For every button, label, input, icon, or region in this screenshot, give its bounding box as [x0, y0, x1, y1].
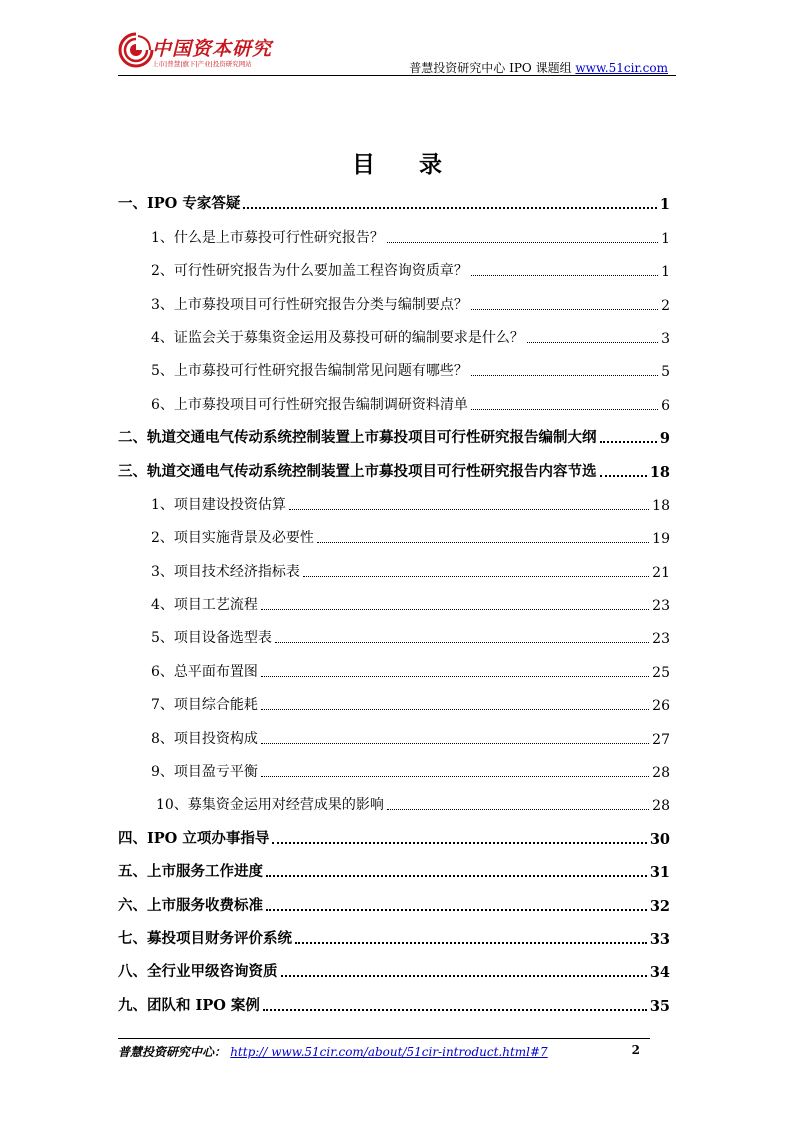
- toc-leader-dots: [471, 275, 658, 276]
- toc-entry-page: 3: [661, 330, 670, 347]
- toc-entry-label: 六、上市服务收费标准: [118, 896, 263, 914]
- toc-entry-label: 三、轨道交通电气传动系统控制装置上市募投项目可行性研究报告内容节选: [118, 462, 597, 480]
- toc-entry[interactable]: [118, 551, 670, 584]
- toc-entry-label: 10、募集资金运用对经营成果的影响: [156, 797, 384, 814]
- toc-entry-page: 5: [661, 364, 670, 381]
- toc-entry[interactable]: [118, 485, 670, 518]
- toc-leader-dots: [261, 743, 649, 744]
- toc-entry-label: 6、上市募投项目可行性研究报告编制调研资料清单: [151, 396, 468, 413]
- toc-entry[interactable]: [118, 985, 670, 1018]
- toc-entry-label: 九、团队和 IPO 案例: [118, 996, 260, 1014]
- toc-entry[interactable]: [118, 752, 670, 785]
- toc-entry-page: 9: [659, 430, 670, 448]
- page-footer: [118, 1043, 650, 1060]
- toc-leader-dots: [266, 909, 647, 911]
- toc-entry[interactable]: [118, 518, 670, 551]
- toc-entry-label: 8、项目投资构成: [151, 730, 258, 747]
- toc-entry-label: 5、项目设备选型表: [151, 630, 272, 647]
- toc-leader-dots: [303, 576, 649, 577]
- page-number: 2: [631, 1043, 640, 1057]
- toc-entry-page: 1: [661, 230, 670, 247]
- toc-entry-page: 18: [652, 497, 670, 514]
- toc-entry-label: 4、证监会关于募集资金运用及募投可研的编制要求是什么？: [151, 329, 524, 346]
- toc-leader-dots: [317, 542, 649, 543]
- toc-entry-label: 9、项目盈亏平衡: [151, 764, 258, 781]
- toc-entry[interactable]: [118, 852, 670, 885]
- toc-entry[interactable]: [118, 952, 670, 985]
- toc-entry-page: 25: [652, 664, 670, 681]
- toc-entry[interactable]: [118, 184, 670, 217]
- toc-entry-page: 1: [659, 196, 670, 214]
- toc-entry-label: 1、项目建设投资估算: [151, 496, 286, 513]
- toc-entry-label: 八、全行业甲级咨询资质: [118, 963, 278, 981]
- toc-leader-dots: [387, 809, 649, 810]
- toc-leader-dots: [261, 709, 649, 710]
- toc-entry[interactable]: [118, 284, 670, 317]
- toc-entry[interactable]: [118, 818, 670, 851]
- toc-entry-page: 1: [661, 264, 670, 281]
- toc-entry-label: 7、项目综合能耗: [151, 697, 258, 714]
- header-divider: [118, 75, 676, 76]
- toc-entry-label: 七、募投项目财务评价系统: [118, 929, 292, 947]
- toc-leader-dots: [261, 676, 649, 677]
- toc-leader-dots: [261, 609, 649, 610]
- toc-entry-page: 31: [649, 864, 670, 882]
- logo-title: 中国资本研究: [152, 38, 273, 60]
- toc-entry-label: 1、什么是上市募投可行性研究报告？: [151, 229, 384, 246]
- company-logo: [118, 32, 278, 72]
- toc-entry-label: 一、IPO 专家答疑: [118, 195, 241, 213]
- table-of-contents: [118, 184, 670, 1019]
- toc-entry-label: 五、上市服务工作进度: [118, 863, 263, 881]
- toc-entry-label: 2、可行性研究报告为什么要加盖工程咨询资质章？: [151, 263, 468, 280]
- header-center-info: [409, 59, 668, 76]
- toc-entry-label: 5、上市募投可行性研究报告编制常见问题有哪些？: [151, 363, 468, 380]
- toc-entry[interactable]: [118, 919, 670, 952]
- toc-entry-label: 2、项目实施背景及必要性: [151, 530, 314, 547]
- toc-entry-page: 26: [652, 698, 670, 715]
- toc-entry-page: 23: [652, 631, 670, 648]
- toc-leader-dots: [275, 642, 649, 643]
- footer-divider: [118, 1038, 650, 1039]
- logo-swirl-icon: [118, 32, 154, 68]
- toc-leader-dots: [471, 375, 658, 376]
- toc-entry[interactable]: [118, 585, 670, 618]
- toc-leader-dots: [471, 309, 658, 310]
- toc-entry-page: 18: [649, 463, 670, 481]
- header-center-name: 普慧投资研究中心 IPO 课题组: [409, 61, 572, 75]
- toc-entry[interactable]: [118, 251, 670, 284]
- toc-leader-dots: [263, 1009, 647, 1011]
- toc-leader-dots: [243, 207, 657, 209]
- toc-leader-dots: [289, 509, 649, 510]
- toc-entry[interactable]: [118, 885, 670, 918]
- toc-leader-dots: [527, 342, 658, 343]
- footer-label: 普慧投资研究中心：: [118, 1045, 227, 1059]
- toc-leader-dots: [272, 842, 646, 844]
- toc-entry-label: 4、项目工艺流程: [151, 597, 258, 614]
- toc-entry[interactable]: [118, 384, 670, 417]
- toc-entry[interactable]: [118, 618, 670, 651]
- toc-leader-dots: [471, 409, 658, 410]
- toc-entry-page: 23: [652, 598, 670, 615]
- toc-entry-page: 32: [649, 897, 670, 915]
- toc-entry[interactable]: [118, 685, 670, 718]
- toc-entry-label: 3、项目技术经济指标表: [151, 563, 300, 580]
- toc-entry-page: 28: [652, 798, 670, 815]
- toc-entry[interactable]: [118, 785, 670, 818]
- header-website-link[interactable]: www.51cir.com: [575, 61, 668, 75]
- toc-entry-page: 21: [652, 564, 670, 581]
- toc-entry-page: 35: [649, 997, 670, 1015]
- toc-entry-page: 28: [652, 765, 670, 782]
- page-title: 目 录: [351, 151, 460, 178]
- toc-entry-page: 33: [649, 930, 670, 948]
- toc-entry-label: 四、IPO 立项办事指导: [118, 829, 270, 847]
- logo-subtitle: 上市|普慧|旗下|产业|投资研究网站: [152, 60, 252, 68]
- toc-entry-page: 30: [649, 830, 670, 848]
- toc-entry-page: 6: [661, 397, 670, 414]
- toc-entry[interactable]: [118, 351, 670, 384]
- toc-entry-page: 27: [652, 731, 670, 748]
- toc-entry-label: 6、总平面布置图: [151, 663, 258, 680]
- toc-entry-label: 3、上市募投项目可行性研究报告分类与编制要点？: [151, 296, 468, 313]
- toc-leader-dots: [600, 475, 647, 477]
- toc-entry[interactable]: [118, 318, 670, 351]
- toc-leader-dots: [266, 875, 647, 877]
- toc-entry-label: 二、轨道交通电气传动系统控制装置上市募投项目可行性研究报告编制大纲: [118, 429, 597, 447]
- toc-leader-dots: [600, 441, 657, 443]
- toc-entry[interactable]: [118, 651, 670, 684]
- toc-entry-page: 2: [661, 297, 670, 314]
- toc-entry-page: 19: [652, 531, 670, 548]
- toc-entry[interactable]: [118, 451, 670, 484]
- toc-entry[interactable]: [118, 418, 670, 451]
- toc-leader-dots: [261, 776, 649, 777]
- toc-entry[interactable]: [118, 718, 670, 751]
- toc-entry[interactable]: [118, 217, 670, 250]
- toc-leader-dots: [387, 242, 658, 243]
- page-header: [0, 0, 794, 80]
- footer-link[interactable]: http:// www.51cir.com/about/51cir-introduct.html#7: [230, 1045, 548, 1059]
- toc-leader-dots: [295, 942, 647, 944]
- toc-entry-page: 34: [649, 964, 670, 982]
- toc-leader-dots: [281, 975, 647, 977]
